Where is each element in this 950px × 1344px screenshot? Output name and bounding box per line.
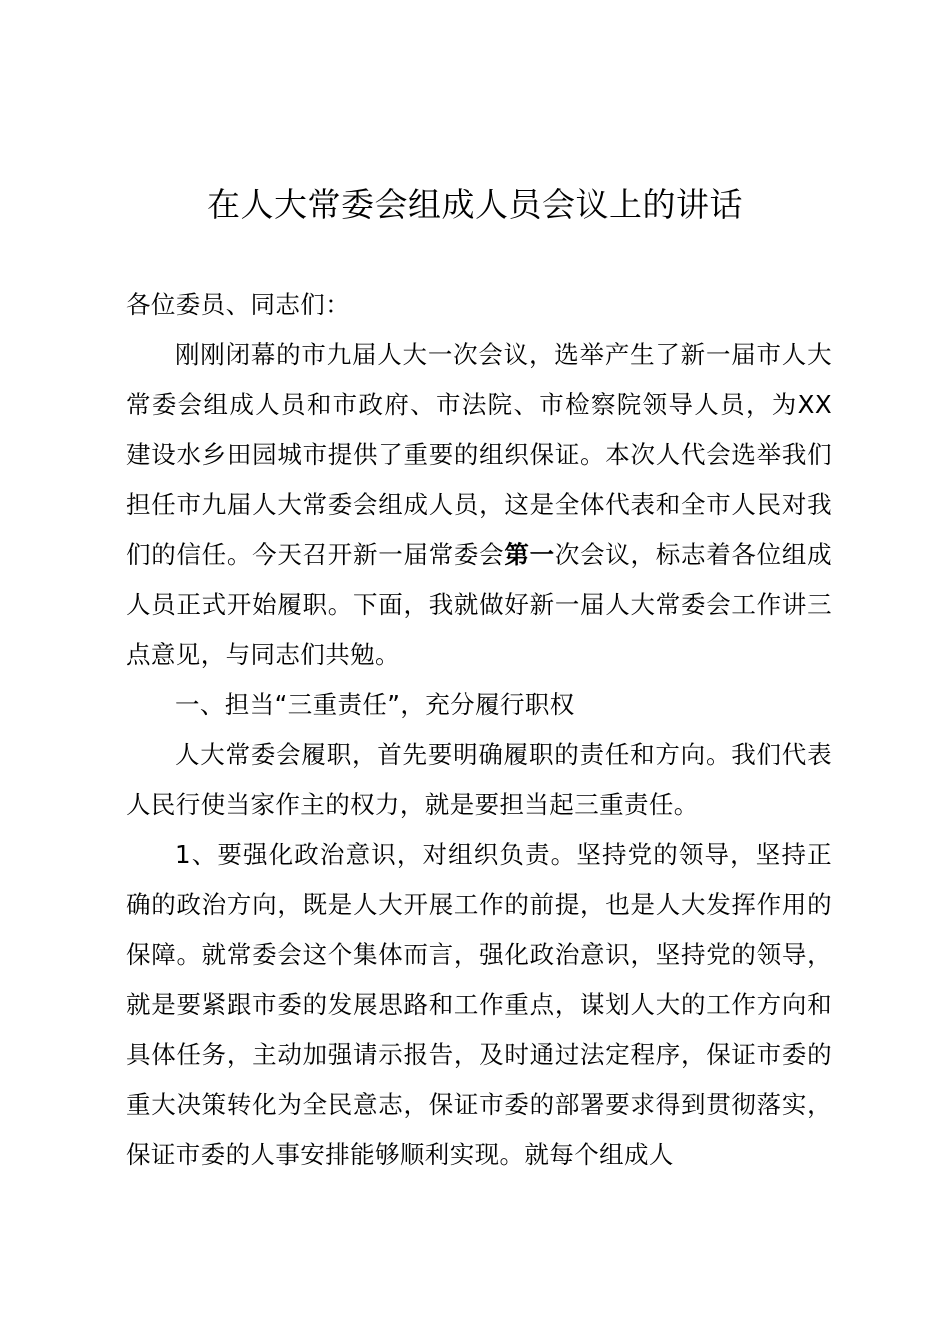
- document-title: 在人大常委会组成人员会议上的讲话: [207, 185, 743, 224]
- section-heading-one: 一、担当“三重责任”，充分履行职权: [175, 690, 575, 719]
- document-body: [126, 280, 832, 1180]
- paragraph-intro: [126, 330, 832, 680]
- paragraph-intro-text-end: 次会议，标志着各位组成人员正式开始履职。下面，我就做好新一届人大常委会工作讲三点意见，与同志们共勉。: [126, 540, 832, 669]
- paragraph-intro-text-start: 刚刚闭幕的市九届人大一次会议，选举产生了新一届市人大常委会组成人员和市政府、市法院、市检察院领导人员，为XX建设水乡田园城市提供了重要的组织保证。本次人代会选举我们担任市九届人大常委会组成人员，这是全体代表和全市人民对我们的信任。今天召开新一届常委会: [126, 340, 832, 569]
- paragraph-political-awareness: 1、要强化政治意识，对组织负责。坚持党的领导，坚持正确的政治方向，既是人大开展工作的前提，也是人大发挥作用的保障。就常委会这个集体而言，强化政治意识，坚持党的领导，就是要紧跟市委的发展思路和工作重点，谋划人大的工作方向和具体任务，主动加强请示报告，及时通过法定程序，保证市委的重大决策转化为全民意志，保证市委的部署要求得到贯彻落实，保证市委的人事安排能够顺利实现。就每个组成人: [126, 840, 832, 1169]
- paragraph-intro-bold-text: 第一: [504, 540, 555, 569]
- salutation: 各位委员、同志们：: [126, 290, 351, 319]
- paragraph-responsibility: 人大常委会履职，首先要明确履职的责任和方向。我们代表人民行使当家作主的权力，就是要担当起三重责任。: [126, 740, 832, 819]
